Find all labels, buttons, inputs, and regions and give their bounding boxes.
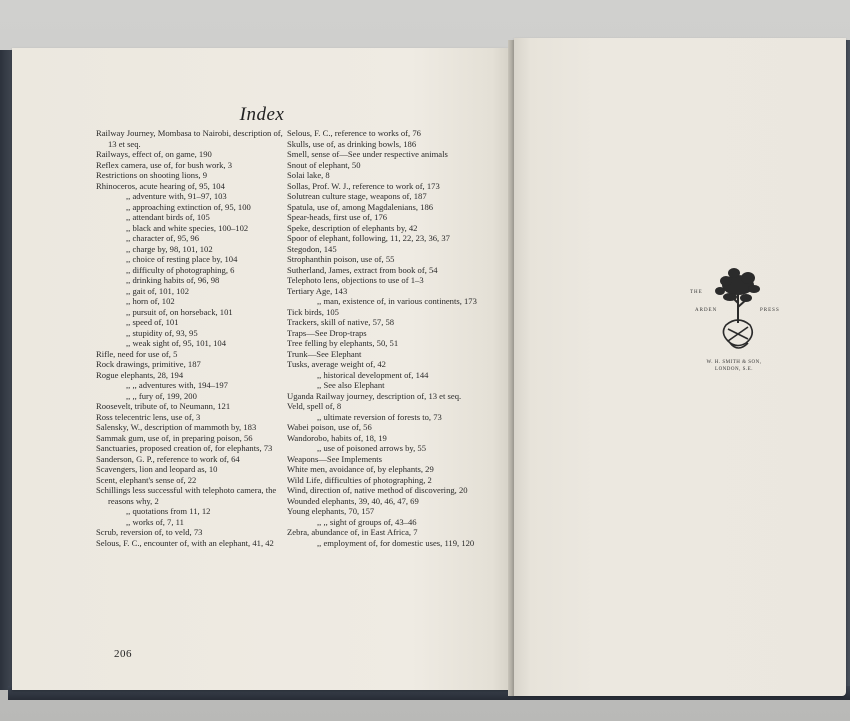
printer-imprint <box>674 359 794 373</box>
index-entry: Sammak gum, use of, in preparing poison, 56 <box>96 432 253 443</box>
left-page <box>12 48 512 690</box>
index-entry: Salensky, W., description of mammoth by, 183 <box>96 422 257 432</box>
index-entry: ,, ,, fury of, 199, 200 <box>126 390 197 401</box>
index-entry: Weapons—See Implements <box>287 453 383 464</box>
index-entry: Rogue elephants, 28, 194 <box>96 369 184 380</box>
index-entry: Zebra, abundance of, in East Africa, 7 <box>287 527 418 537</box>
index-entry: Traps—See Drop-traps <box>287 327 367 338</box>
index-entry: ,, quotations from 11, 12 <box>126 506 211 516</box>
index-entry: ,, works of, 7, 11 <box>126 516 184 527</box>
index-entry: Uganda Railway journey, description of, 13 et seq. <box>287 390 462 401</box>
index-entry: ,, choice of resting place by, 104 <box>126 254 238 264</box>
press-label-arden: ARDEN <box>695 308 718 313</box>
index-entry: Wild Life, difficulties of photographing, 2 <box>287 474 432 485</box>
index-entry: Restrictions on shooting lions, 9 <box>96 170 208 180</box>
tree-emblem-icon <box>690 263 790 373</box>
index-entry: Young elephants, 70, 157 <box>287 506 375 516</box>
press-label-the: THE <box>690 290 703 295</box>
index-entry: Rock drawings, primitive, 187 <box>96 359 201 369</box>
index-entry: Selous, F. C., reference to works of, 76 <box>287 128 421 138</box>
index-entry: Wind, direction of, native method of discovering, 20 <box>287 485 468 495</box>
index-entry: ,, use of poisoned arrows by, 55 <box>317 443 426 453</box>
index-entry: ,, charge by, 98, 101, 102 <box>126 243 213 254</box>
index-entry: ,, black and white species, 100–102 <box>126 222 249 233</box>
index-entry: ,, ,, sight of groups of, 43–46 <box>317 516 417 527</box>
press-label-press: PRESS <box>760 308 780 313</box>
index-entry: ,, weak sight of, 95, 101, 104 <box>126 338 227 348</box>
index-entry: ,, pursuit of, on horseback, 101 <box>126 306 233 317</box>
index-entry: Sanctuaries, proposed creation of, for elephants, 73 <box>96 443 273 453</box>
index-entry: ,, gait of, 101, 102 <box>126 285 190 296</box>
index-entry: Ross telecentric lens, use of, 3 <box>96 411 201 422</box>
index-entry: ,, difficulty of photographing, 6 <box>126 264 235 275</box>
index-entry: Schillings less successful with telephoto camera, the reasons why, 2 <box>96 485 277 506</box>
index-entry: ,, speed of, 101 <box>126 317 179 327</box>
index-entry: Wounded elephants, 39, 40, 46, 47, 69 <box>287 495 419 506</box>
index-entry: Railways, effect of, on game, 190 <box>96 149 212 159</box>
index-entry: Sollas, Prof. W. J., reference to work of, 173 <box>287 180 440 191</box>
index-column-left <box>96 128 292 548</box>
index-entry: Scavengers, lion and leopard as, 10 <box>96 464 218 474</box>
index-entry: ,, adventure with, 91–97, 103 <box>126 191 227 201</box>
index-entry: Speke, description of elephants by, 42 <box>287 222 418 233</box>
index-entry: Tick birds, 105 <box>287 306 339 317</box>
index-entry: Reflex camera, use of, for bush work, 3 <box>96 159 233 170</box>
index-entry: ,, approaching extinction of, 95, 100 <box>126 201 251 212</box>
index-entry: Wandorobo, habits of, 18, 19 <box>287 432 387 443</box>
index-entry: ,, attendant birds of, 105 <box>126 212 210 222</box>
index-entry: Rhinoceros, acute hearing of, 95, 104 <box>96 180 225 191</box>
index-column-right <box>287 128 487 548</box>
index-entry: Scrub, reversion of, to veld, 73 <box>96 527 203 537</box>
index-entry: Spatula, use of, among Magdalenians, 186 <box>287 201 434 212</box>
index-entry: Skulls, use of, as drinking bowls, 186 <box>287 138 417 149</box>
right-page <box>514 38 846 696</box>
index-entry: Solutrean culture stage, weapons of, 187 <box>287 191 427 201</box>
index-entry: ,, man, existence of, in various continents, 173 <box>317 296 477 306</box>
index-entry: White men, avoidance of, by elephants, 29 <box>287 464 434 474</box>
index-entry: Rifle, need for use of, 5 <box>96 348 178 359</box>
index-entry: ,, horn of, 102 <box>126 296 175 306</box>
index-entry: ,, ultimate reversion of forests to, 73 <box>317 411 442 422</box>
index-entry: Selous, F. C., encounter of, with an elephant, 41, 42 <box>96 537 274 548</box>
index-entry: Snout of elephant, 50 <box>287 159 361 170</box>
index-entry: Telephoto lens, objections to use of 1–3 <box>287 275 424 285</box>
page-title: Index <box>239 104 285 125</box>
index-entry: Trunk—See Elephant <box>287 348 362 359</box>
index-entry: Tree felling by elephants, 50, 51 <box>287 338 399 348</box>
index-entry: ,, stupidity of, 93, 95 <box>126 327 198 338</box>
index-entry: Tertiary Age, 143 <box>287 285 348 296</box>
index-entry: Roosevelt, tribute of, to Neumann, 121 <box>96 401 231 411</box>
index-entry: ,, employment of, for domestic uses, 119, 120 <box>317 537 475 548</box>
index-entry: Veld, spell of, 8 <box>287 401 342 411</box>
printer-location: LONDON, S.E. <box>715 367 753 372</box>
index-entry: Wabei poison, use of, 56 <box>287 422 372 432</box>
index-entry: Spoor of elephant, following, 11, 22, 23, 36, 37 <box>287 233 450 243</box>
printer-name: W. H. SMITH & SON, <box>706 360 762 365</box>
index-entry: Strophanthin poison, use of, 55 <box>287 254 395 264</box>
index-entry: Spear-heads, first use of, 176 <box>287 212 388 222</box>
index-entry: Trackers, skill of native, 57, 58 <box>287 317 395 327</box>
index-entry: ,, See also Elephant <box>317 380 385 390</box>
index-entry: Stegodon, 145 <box>287 243 337 254</box>
index-entry: ,, ,, adventures with, 194–197 <box>126 380 228 390</box>
index-entry: Scent, elephant's sense of, 22 <box>96 474 197 485</box>
index-entry: ,, character of, 95, 96 <box>126 233 200 243</box>
index-entry: Sutherland, James, extract from book of, 54 <box>287 264 438 275</box>
index-entry: ,, drinking habits of, 96, 98 <box>126 275 220 285</box>
index-entry: ,, historical development of, 144 <box>317 369 429 380</box>
press-colophon <box>690 263 790 373</box>
index-entry: Smell, sense of—See under respective animals <box>287 149 448 159</box>
page-number: 206 <box>114 648 132 660</box>
index-entry: Railway Journey, Mombasa to Nairobi, description of, 13 et seq. <box>96 128 283 149</box>
index-entry: Tusks, average weight of, 42 <box>287 359 386 369</box>
index-entry: Solai lake, 8 <box>287 170 330 180</box>
index-entry: Sanderson, G. P., reference to work of, 64 <box>96 453 240 464</box>
